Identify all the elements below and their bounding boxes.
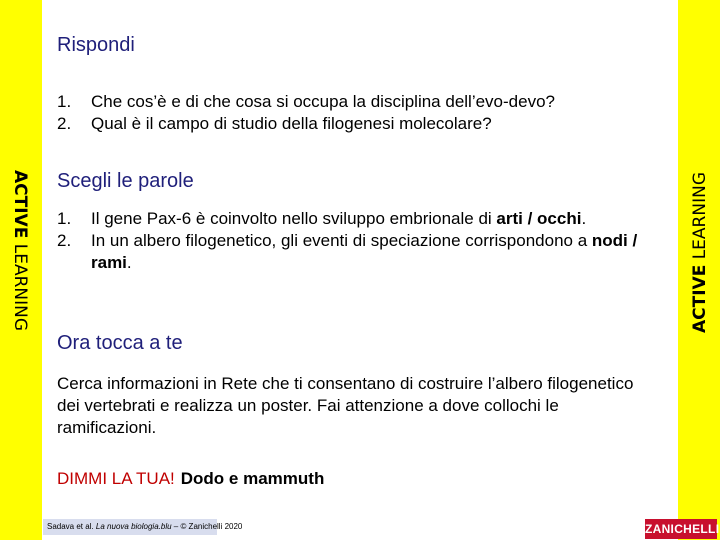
dimmi-title: Dodo e mammuth [180, 469, 325, 488]
item-number: 1. [57, 92, 72, 111]
list-item [57, 113, 555, 135]
list-item [57, 230, 657, 274]
word-choice: nodi / rami [91, 231, 638, 272]
zanichelli-logo: ZANICHELLI [645, 519, 717, 539]
scegli-list [57, 208, 657, 274]
learning-word: LEARNING [690, 172, 710, 265]
rispondi-list [57, 91, 555, 135]
list-item [57, 91, 555, 113]
list-item [57, 208, 657, 230]
tocca-paragraph: Cerca informazioni in Rete che ti consentano di costruire l’albero filogenetico dei vertebrati e realizza un poster. Fai attenzione a dove collochi le ramificazioni. [57, 374, 634, 437]
item-text: Qual è il campo di studio della filogenesi molecolare? [91, 114, 492, 133]
active-learning-label-right [690, 172, 710, 333]
item-number: 2. [57, 114, 72, 133]
footer-credit [43, 519, 243, 535]
dimmi-label: DIMMI LA TUA! [57, 469, 175, 488]
active-word: ACTIVE [10, 170, 30, 239]
active-word: ACTIVE [690, 264, 710, 334]
item-text: Il gene Pax-6 è coinvolto nello sviluppo embrionale di [91, 209, 497, 228]
footer-author: Sadava et al. [47, 522, 96, 531]
item-number: 2. [57, 231, 72, 250]
rispondi-heading: Rispondi [57, 34, 135, 56]
item-punctuation: . [126, 253, 132, 272]
learning-word: LEARNING [10, 238, 30, 332]
tocca-heading: Ora tocca a te [57, 332, 183, 354]
footer-copyright: – © Zanichelli 2020 [171, 522, 243, 531]
dimmi-line [57, 468, 324, 490]
item-text: Che cos’è e di che cosa si occupa la disciplina dell’evo-devo? [91, 92, 555, 111]
word-choice: arti / occhi [496, 209, 582, 228]
item-text: In un albero filogenetico, gli eventi di speciazione corrispondono a [91, 231, 592, 250]
item-number: 1. [57, 209, 72, 228]
active-learning-label-left [10, 170, 30, 331]
footer-book: La nuova biologia.blu [95, 522, 172, 531]
item-punctuation: . [581, 209, 587, 228]
scegli-heading: Scegli le parole [57, 170, 194, 192]
